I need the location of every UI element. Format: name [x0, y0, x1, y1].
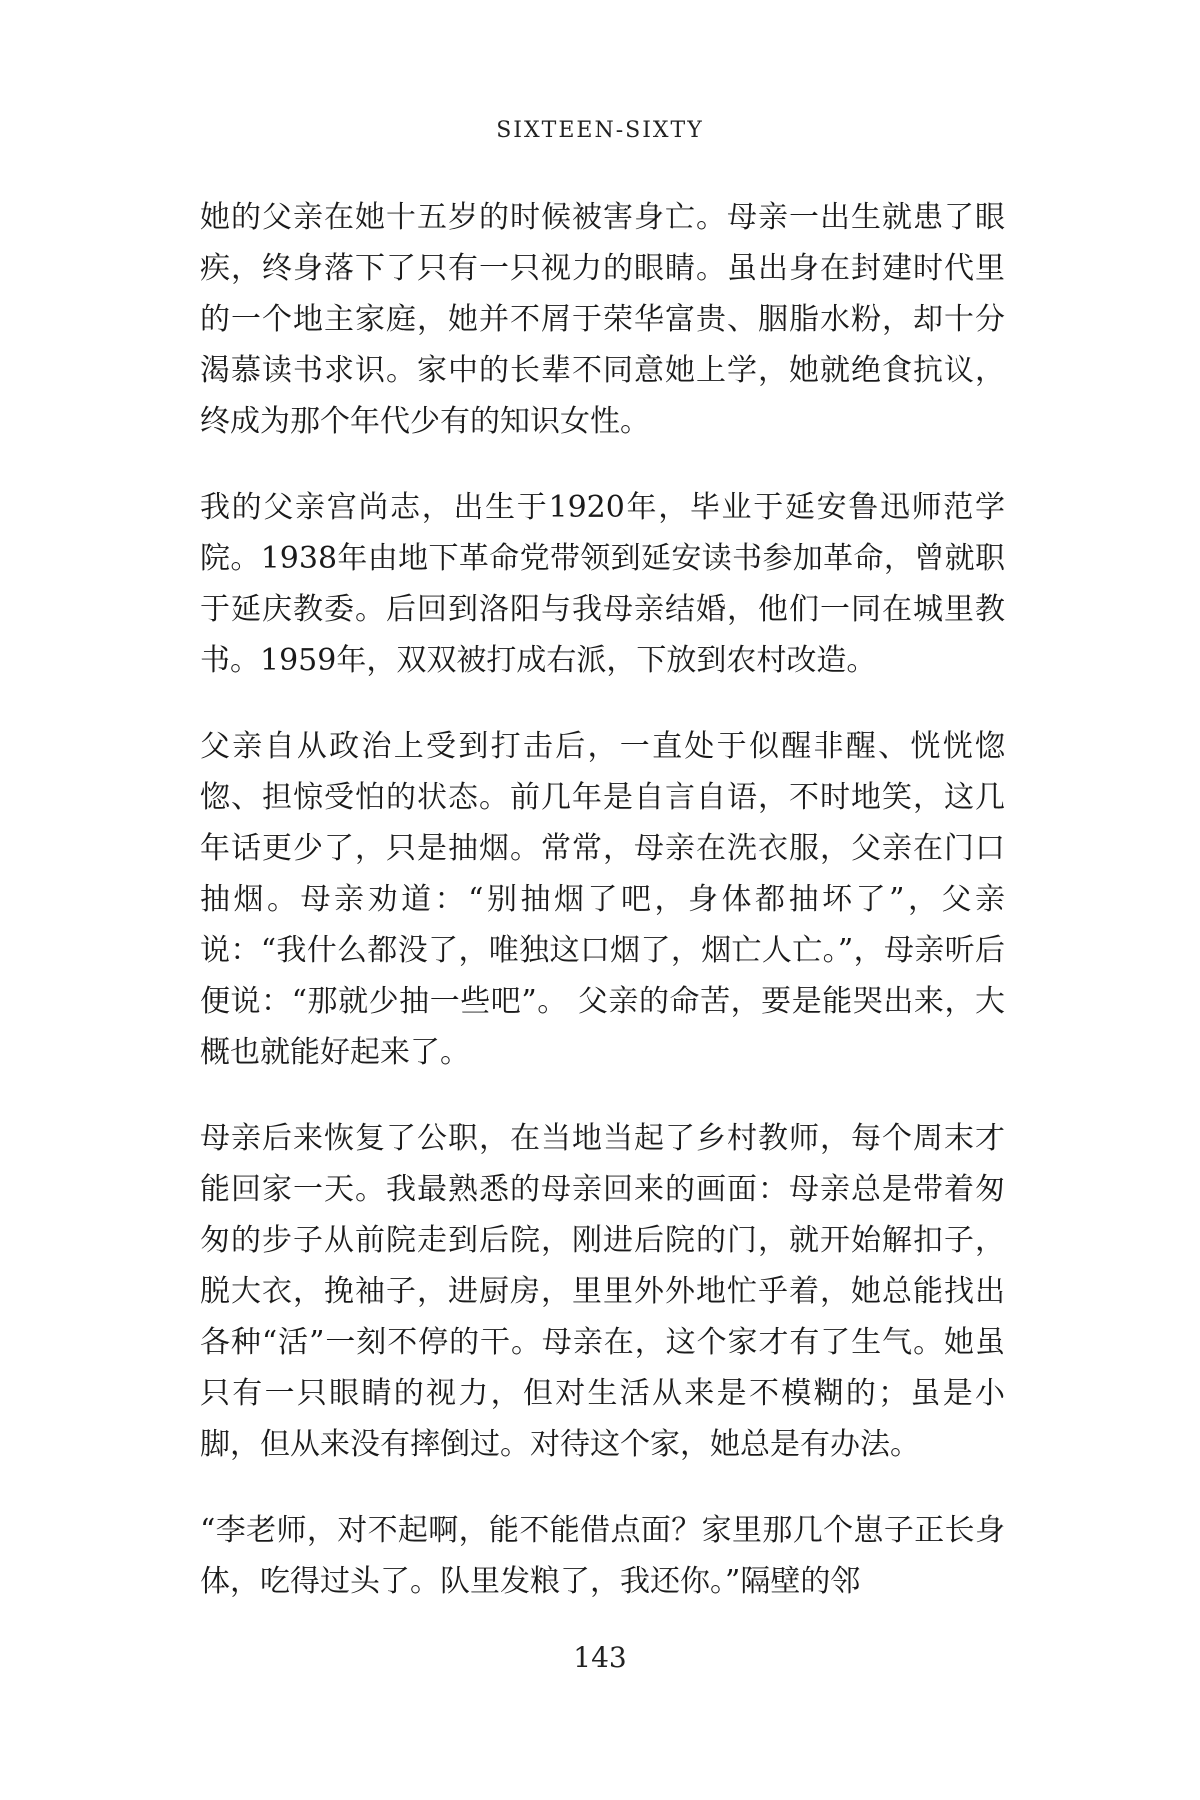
running-header: SIXTEEN-SIXTY — [496, 118, 704, 143]
paragraph-5: “李老师，对不起啊，能不能借点面？家里那几个崽子正长身体，吃得过头了。队里发粮了，我还你。”隔壁的邻 — [200, 1513, 1005, 1599]
paragraph-2: 我的父亲宫尚志，出生于1920年，毕业于延安鲁迅师范学院。1938年由地下革命党带领到延安读书参加革命，曾就职于延庆教委。后回到洛阳与我母亲结婚，他们一同在城里教书。1959年，双双被打成右派，下放到农村改造。 — [200, 490, 1005, 678]
page-number: 143 — [573, 1641, 627, 1674]
body-text — [200, 192, 1005, 1642]
paragraph-1: 她的父亲在她十五岁的时候被害身亡。母亲一出生就患了眼疾，终身落下了只有一只视力的眼睛。虽出身在封建时代里的一个地主家庭，她并不屑于荣华富贵、胭脂水粉，却十分渴慕读书求识。家中的长辈不同意她上学，她就绝食抗议，终成为那个年代少有的知识女性。 — [200, 200, 1005, 439]
paragraph-3: 父亲自从政治上受到打击后，一直处于似醒非醒、恍恍惚惚、担惊受怕的状态。前几年是自言自语，不时地笑，这几年话更少了，只是抽烟。常常，母亲在洗衣服，父亲在门口抽烟。母亲劝道：“别抽烟了吧，身体都抽坏了”，父亲说：“我什么都没了，唯独这口烟了，烟亡人亡。”，母亲听后便说：“那就少抽一些吧”。 父亲的命苦，要是能哭出来，大概也就能好起来了。 — [200, 729, 1005, 1070]
paragraph-4: 母亲后来恢复了公职，在当地当起了乡村教师，每个周末才能回家一天。我最熟悉的母亲回来的画面：母亲总是带着匆匆的步子从前院走到后院，刚进后院的门，就开始解扣子，脱大衣，挽袖子，进厨房，里里外外地忙乎着，她总能找出各种“活”一刻不停的干。母亲在，这个家才有了生气。她虽只有一只眼睛的视力，但对生活从来是不模糊的；虽是小脚，但从来没有摔倒过。对待这个家，她总是有办法。 — [200, 1121, 1005, 1462]
